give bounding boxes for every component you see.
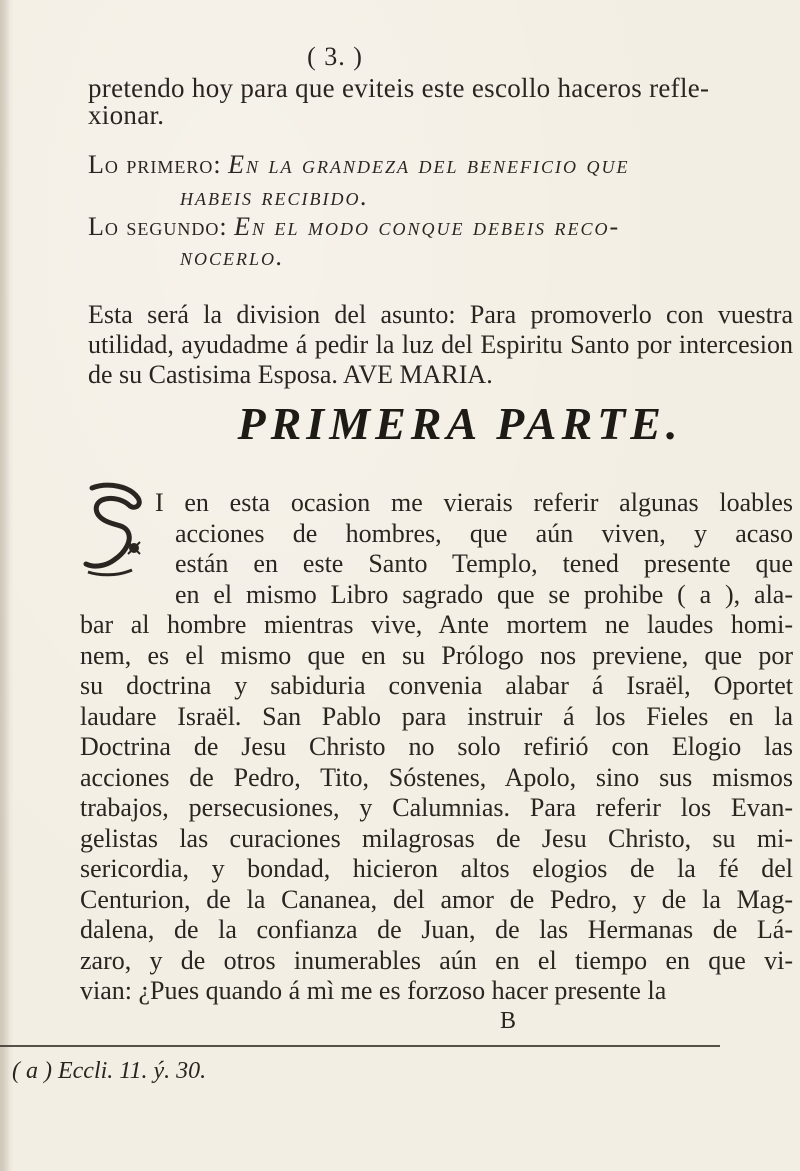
body-line: nem, es el mismo que en su Prólogo nos previene, que por xyxy=(80,640,793,670)
division-second xyxy=(88,212,620,242)
division-second-continuation: nocerlo. xyxy=(180,242,285,271)
transition-paragraph: Esta será la division del asunto: Para promoverlo con vuestra utilidad, ayudadme á pedir la luz del Espiritu Santo por intercesion de su Castisima Esposa. AVE MARIA. xyxy=(88,300,793,389)
body-line: zaro, y de otros inumerables aún en el tiempo en que vi- xyxy=(80,945,793,975)
body-line: gelistas las curaciones milagrosas de Jesu Christo, su mi- xyxy=(80,823,793,853)
body-line: trabajos, persecusiones, y Calumnias. Para referir los Evan- xyxy=(80,793,793,822)
body-line: bar al hombre mientras vive, Ante mortem ne laudes homi- xyxy=(80,610,793,639)
body-line: dalena, de la confianza de Juan, de las Hermanas de Lá- xyxy=(80,915,793,944)
division-first-continuation: habeis recibido. xyxy=(180,182,369,211)
body-line: sericordia, y bondad, hicieron altos elogios de la fé del xyxy=(80,854,793,883)
division-first xyxy=(88,150,630,180)
body-line: vian: ¿Pues quando á mì me es forzoso hacer presente la xyxy=(80,976,667,1005)
catchword: B xyxy=(500,1008,517,1034)
division-first-title: En la grandeza del beneficio que xyxy=(228,150,630,179)
footnote: ( a ) Eccli. 11. ý. 30. xyxy=(12,1058,207,1084)
division-second-title: En el modo conque debeis reco- xyxy=(234,212,621,241)
part-title: PRIMERA PARTE. xyxy=(237,398,683,449)
body-line: acciones de hombres, que aún viven, y acaso xyxy=(175,518,793,548)
page-gutter-shadow xyxy=(0,0,10,1171)
division-second-label: Lo segundo: xyxy=(88,212,228,241)
body-text xyxy=(80,488,793,1007)
footnote-rule xyxy=(0,1045,720,1047)
body-line: I en esta ocasion me vierais referir algunas loables xyxy=(155,488,793,517)
intro-text: pretendo hoy para que eviteis este escollo haceros refle- xionar. xyxy=(88,73,710,130)
body-line: están en este Santo Templo, tened presente que xyxy=(175,549,793,578)
body-line: Doctrina de Jesu Christo no solo refirió con Elogio las xyxy=(80,732,793,761)
division-first-label: Lo primero: xyxy=(88,150,222,179)
body-line: acciones de Pedro, Tito, Sóstenes, Apolo, sino sus mismos xyxy=(80,762,793,792)
page-number: ( 3. ) xyxy=(307,42,363,71)
body-line: laudare Israël. San Pablo para instruir á los Fieles en la xyxy=(80,701,793,731)
body-line: en el mismo Libro sagrado que se prohibe ( a ), ala- xyxy=(175,579,793,609)
body-line: su doctrina y sabiduria convenia alabar á Israël, Oportet xyxy=(80,671,793,700)
body-line: Centurion, de la Cananea, del amor de Pedro, y de la Mag- xyxy=(80,884,793,914)
